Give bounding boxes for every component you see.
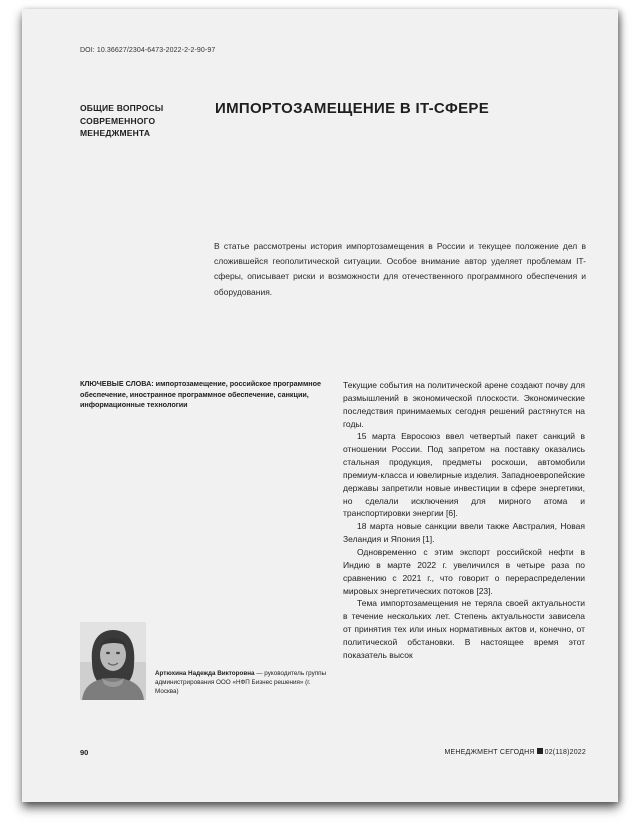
author-portrait-image bbox=[80, 622, 146, 700]
journal-page bbox=[22, 9, 618, 802]
author-photo bbox=[80, 622, 146, 700]
page-number: 90 bbox=[80, 748, 89, 757]
body-paragraph: Одновременно с этим экспорт российской нефти в Индию в марте 2022 г. увеличился в четыре раза по сравнению с 2021 г., что говорит о перераспределении мировых энергетических потоков [23]. bbox=[343, 546, 585, 596]
author-info bbox=[155, 670, 333, 696]
journal-issue: 02(118)2022 bbox=[544, 749, 586, 756]
author-details: — руководитель группы администрирования ООО «НФП Бизнес решения» (г. Москва) bbox=[155, 670, 327, 695]
abstract: В статье рассмотрены история импортозамещения в России и текущее положение дел в сложившейся геополитической ситуации. Особое внимание автор уделяет проблемам IT-сферы, описывает риски и возможности для отечественного программного обеспечения и оборудования. bbox=[214, 241, 586, 297]
doi: DOI: 10.36627/2304-6473-2022-2-2-90-97 bbox=[80, 47, 216, 54]
author-name: Артюхина Надежда Викторовна bbox=[155, 670, 255, 677]
body-paragraph: Текущие события на политической арене создают почву для размышлений в экономической плоскости. Экономические последствия принимаемых сегодня решений растянутся на годы. bbox=[343, 380, 585, 429]
article-body bbox=[343, 379, 585, 662]
journal-footer bbox=[445, 748, 586, 756]
article-title: ИМПОРТОЗАМЕЩЕНИЕ В IT-СФЕРЕ bbox=[215, 100, 490, 117]
keywords: КЛЮЧЕВЫЕ СЛОВА: импортозамещение, российское программное обеспечение, иностранное программное обеспечение, санкции, информационные технологии bbox=[80, 379, 322, 409]
body-paragraph: Тема импортозамещения не теряла своей актуальности в течение нескольких лет. Степень актуальности зависела от принятия тех или иных нормативных актов и, конечно, от политической обстановки. В настоящее время этот показатель высок bbox=[343, 598, 585, 660]
journal-name: МЕНЕДЖМЕНТ СЕГОДНЯ bbox=[444, 749, 535, 756]
square-separator-icon bbox=[537, 748, 543, 754]
section-line: СОВРЕМЕННОГО bbox=[80, 115, 156, 126]
section-line: МЕНЕДЖМЕНТА bbox=[80, 128, 151, 138]
section-heading bbox=[80, 102, 200, 140]
section-line: ОБЩИЕ ВОПРОСЫ bbox=[80, 103, 164, 113]
body-paragraph: 18 марта новые санкции ввели также Австралия, Новая Зеландия и Япония [1]. bbox=[343, 521, 585, 545]
body-paragraph: 15 марта Евросоюз ввел четвертый пакет санкций в отношении России. Под запретом на поставку оказались стальная продукция, предметы роскоши, автомобили премиум-класса и ювелирные изделия. Западноевропейские державы запретили новые инвестиции в сфере энергетики, но сделали исключения для мирного атома и транспортировки энергии [6]. bbox=[343, 431, 585, 519]
